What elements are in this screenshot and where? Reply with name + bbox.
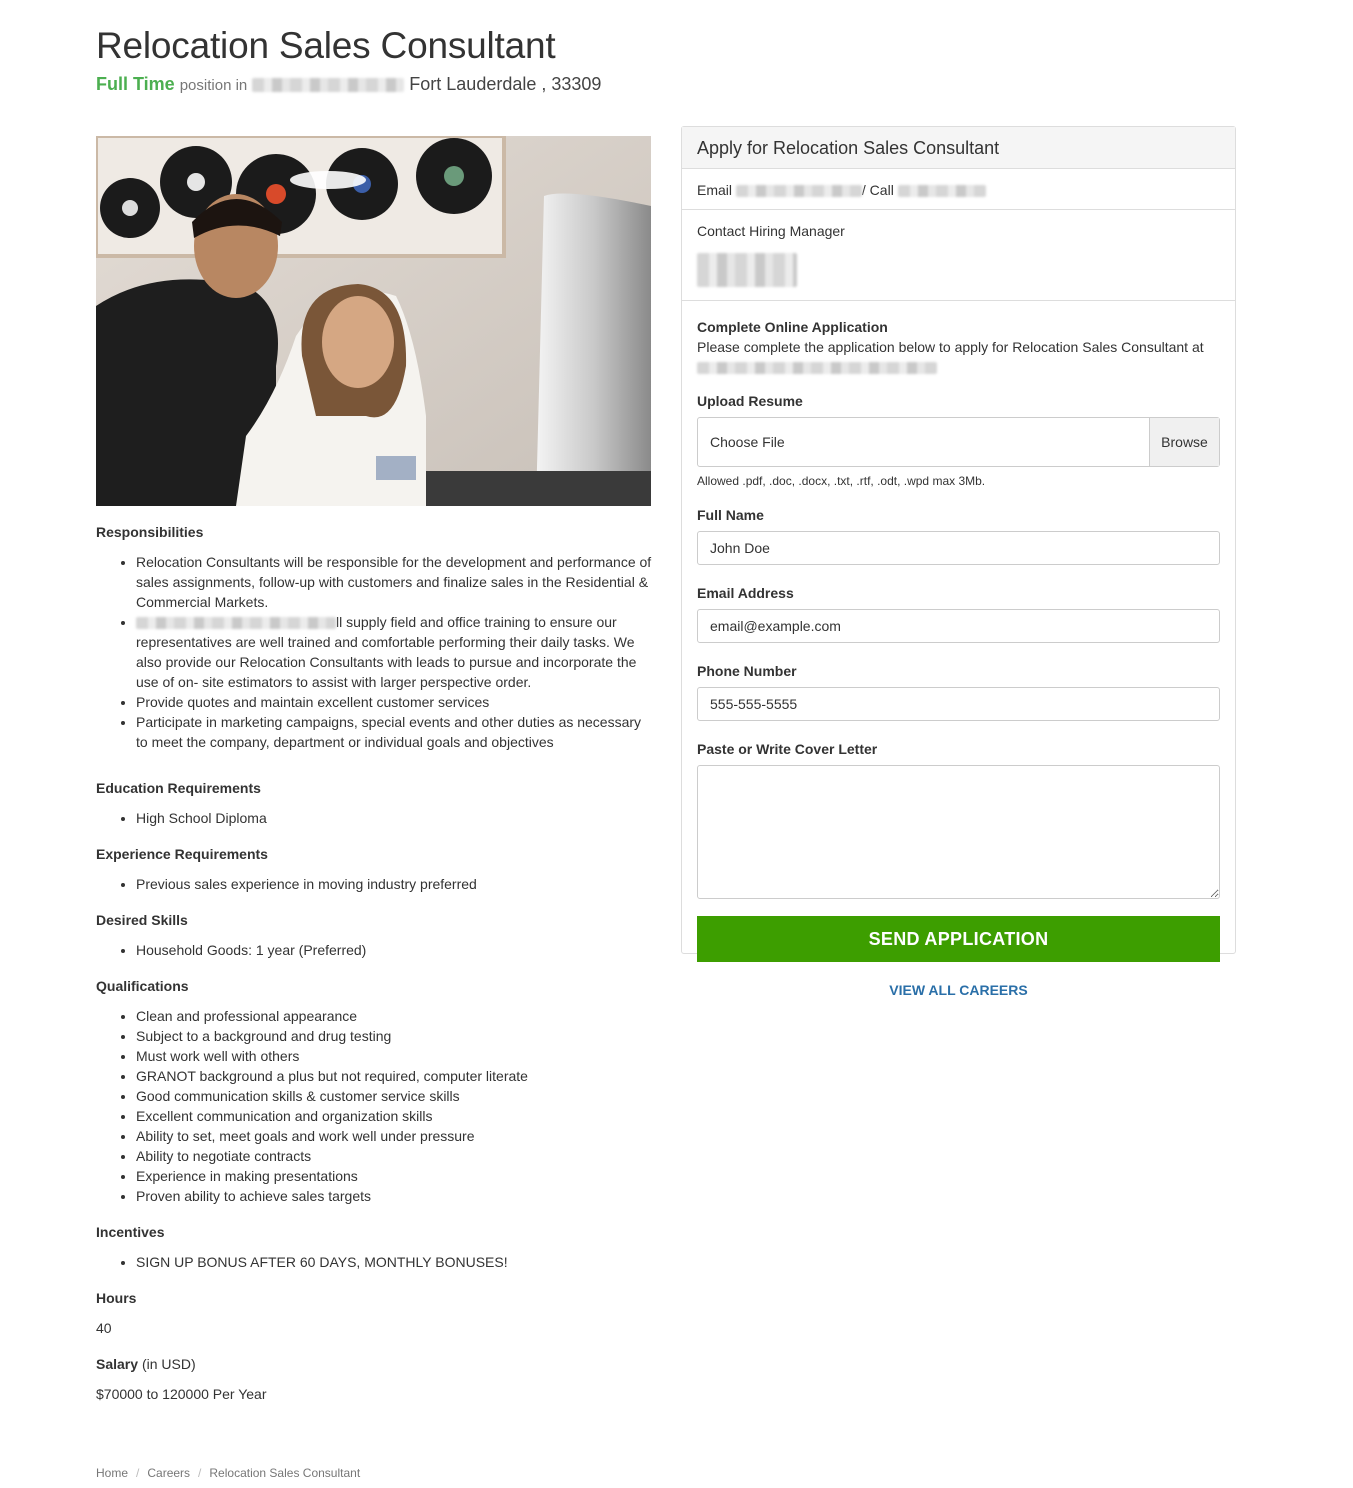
full-name-label: Full Name — [697, 507, 764, 523]
phone-number-label: Phone Number — [697, 663, 797, 679]
list-item: • Clean and professional appearance — [136, 1006, 656, 1026]
phone-input[interactable] — [697, 687, 1220, 721]
job-photo — [96, 136, 651, 506]
list-item: • Experience in making presentations — [136, 1166, 656, 1186]
list-item: • Excellent communication and organization skills — [136, 1106, 656, 1126]
redacted-manager-name — [697, 253, 797, 287]
list-item: • Ability to negotiate contracts — [136, 1146, 656, 1166]
list-item: • Ability to set, meet goals and work well under pressure — [136, 1126, 656, 1146]
salary-title: Salary (in USD) — [96, 1356, 196, 1372]
hours-title: Hours — [96, 1290, 137, 1306]
qualifications-title: Qualifications — [96, 978, 189, 994]
salary-value: $70000 to 120000 Per Year — [96, 1386, 267, 1402]
redacted-company — [136, 617, 336, 629]
email-address-label: Email Address — [697, 585, 794, 601]
hours-value: 40 — [96, 1320, 112, 1336]
experience-title: Experience Requirements — [96, 846, 268, 862]
allowed-file-types: Allowed .pdf, .doc, .docx, .txt, .rtf, .odt, .wpd max 3Mb. — [697, 474, 986, 488]
incentives-title: Incentives — [96, 1224, 165, 1240]
view-all-careers-link[interactable]: VIEW ALL CAREERS — [889, 982, 1028, 998]
skills-list — [96, 940, 656, 960]
list-item: • Relocation Consultants will be responsible for the development and performance of sales assignments, follow-up with customers and finalize sales in the Residential & Commercial Markets. — [136, 552, 656, 612]
list-item: • Previous sales experience in moving industry preferred — [136, 874, 656, 894]
email-input[interactable] — [697, 609, 1220, 643]
contact-row — [682, 169, 1235, 210]
cover-letter-label: Paste or Write Cover Letter — [697, 741, 878, 757]
apply-panel — [681, 126, 1236, 954]
position-in-text: position in — [179, 77, 248, 94]
breadcrumb-separator: / — [136, 1466, 140, 1480]
incentives-list — [96, 1252, 656, 1272]
list-item: • Participate in marketing campaigns, special events and other duties as necessary to meet the company, department or individual goals and objectives — [136, 712, 656, 752]
form-intro: Please complete the application below to apply for Relocation Sales Consultant at — [697, 337, 1220, 377]
application-form — [682, 301, 1235, 978]
browse-button[interactable]: Browse — [1149, 418, 1219, 466]
list-item: • Must work well with others — [136, 1046, 656, 1066]
list-item: • Provide quotes and maintain excellent customer services — [136, 692, 656, 712]
list-item: • Proven ability to achieve sales targets — [136, 1186, 656, 1206]
redacted-company — [697, 362, 937, 374]
redacted-phone[interactable] — [898, 185, 986, 197]
job-details — [96, 520, 656, 1404]
responsibilities-title: Responsibilities — [96, 524, 204, 540]
list-item: • Subject to a background and drug testing — [136, 1026, 656, 1046]
form-title: Complete Online Application — [697, 319, 888, 335]
list-item: • Good communication skills & customer service skills — [136, 1086, 656, 1106]
skills-title: Desired Skills — [96, 912, 188, 928]
redacted-email[interactable] — [736, 185, 862, 197]
contact-hiring-manager-label: Contact Hiring Manager — [697, 223, 845, 239]
breadcrumb-separator: / — [198, 1466, 202, 1480]
list-item: • GRANOT background a plus but not required, computer literate — [136, 1066, 656, 1086]
job-type: Full Time — [96, 74, 175, 94]
hiring-manager-row — [682, 210, 1235, 301]
redacted-company — [252, 78, 404, 92]
experience-list — [96, 874, 656, 894]
breadcrumb-current: Relocation Sales Consultant — [209, 1466, 361, 1480]
full-name-input[interactable] — [697, 531, 1220, 565]
page-title: Relocation Sales Consultant — [96, 25, 556, 66]
list-item: • SIGN UP BONUS AFTER 60 DAYS, MONTHLY BONUSES! — [136, 1252, 656, 1272]
education-title: Education Requirements — [96, 780, 261, 796]
list-item: • Household Goods: 1 year (Preferred) — [136, 940, 656, 960]
breadcrumb-home[interactable]: Home — [96, 1466, 129, 1480]
salary-unit: (in USD) — [141, 1356, 196, 1372]
job-location: Fort Lauderdale , 33309 — [409, 74, 602, 94]
job-subtitle — [96, 72, 601, 98]
list-item: • ll supply field and office training to ensure our representatives are well trained and comfortable performing their daily tasks. We also provide our Relocation Consultants with leads to pursue and incorporate the use of on- site estimators to assist with larger perspective order. — [136, 612, 656, 692]
breadcrumb-careers[interactable]: Careers — [147, 1466, 191, 1480]
breadcrumb — [96, 1466, 360, 1480]
email-label: Email — [697, 182, 733, 198]
education-list — [96, 808, 656, 828]
upload-resume-label: Upload Resume — [697, 393, 803, 409]
apply-heading: Apply for Relocation Sales Consultant — [682, 127, 1235, 169]
call-label: / Call — [861, 182, 894, 198]
cover-letter-textarea[interactable] — [697, 765, 1220, 899]
qualifications-list — [96, 1006, 656, 1206]
resume-file-input[interactable] — [697, 417, 1220, 467]
list-item: • High School Diploma — [136, 808, 656, 828]
send-application-button[interactable]: SEND APPLICATION — [697, 916, 1220, 962]
choose-file-text[interactable]: Choose File — [710, 434, 785, 450]
responsibilities-list — [96, 552, 656, 752]
